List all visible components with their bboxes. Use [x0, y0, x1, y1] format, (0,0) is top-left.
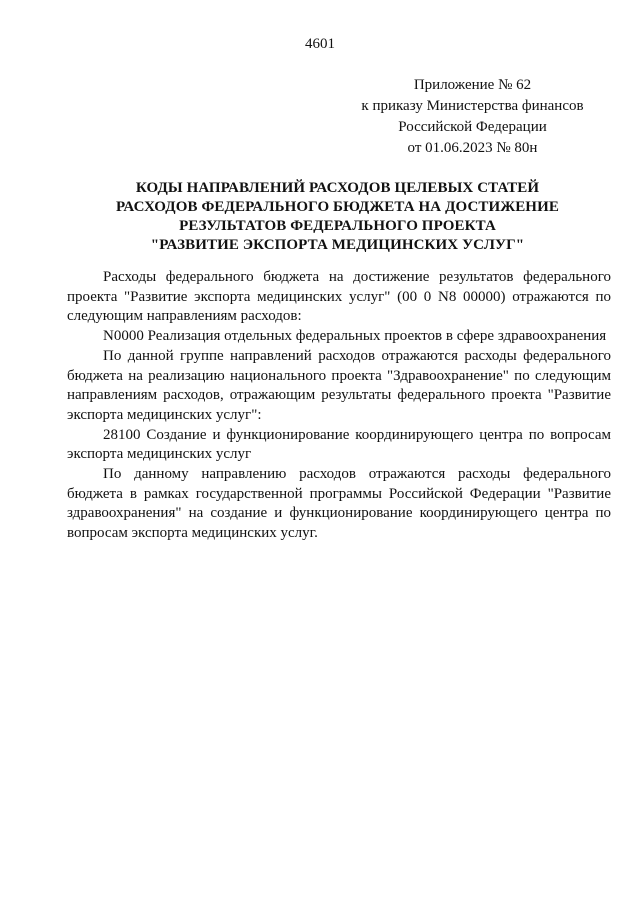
title-line: РЕЗУЛЬТАТОВ ФЕДЕРАЛЬНОГО ПРОЕКТА [179, 218, 496, 234]
title-line: "РАЗВИТИЕ ЭКСПОРТА МЕДИЦИНСКИХ УСЛУГ" [150, 237, 525, 253]
page-number: 4601 [305, 36, 335, 52]
appendix-line: Российской Федерации [398, 119, 547, 135]
body-paragraph: По данному направлению расходов отражаются расходы федерального бюджета в рамках государственной программы Российской Федерации "Развитие здравоохранения" на создание и функционирование координирующего центра по вопросам экспорта медицинских услуг. [67, 466, 611, 542]
body-paragraph: По данной группе направлений расходов отражаются расходы федерального бюджета на реализацию национального проекта "Здравоохранение" по следующим направлениям расходов, отражающим результаты федерального проекта "Развитие экспорта медицинских услуг": [67, 347, 611, 423]
appendix-line: от 01.06.2023 № 80н [407, 140, 538, 156]
appendix-block [300, 75, 640, 159]
expense-code-n0000: N0000 Реализация отдельных федеральных проектов в сфере здравоохранения [103, 328, 607, 345]
body-paragraph: Расходы федерального бюджета на достижение результатов федерального проекта "Развитие экспорта медицинских услуг" (00 0 N8 00000) отражаются по следующим направлениям расходов: [67, 269, 611, 325]
document-title [60, 179, 615, 255]
appendix-line: Приложение № 62 [413, 77, 532, 93]
title-line: РАСХОДОВ ФЕДЕРАЛЬНОГО БЮДЖЕТА НА ДОСТИЖЕНИЕ [116, 199, 559, 215]
title-line: КОДЫ НАПРАВЛЕНИЙ РАСХОДОВ ЦЕЛЕВЫХ СТАТЕЙ [135, 180, 540, 196]
appendix-line: к приказу Министерства финансов [361, 98, 584, 114]
document-body [67, 268, 611, 544]
expense-code-28100: 28100 Создание и функционирование координирующего центра по вопросам экспорта медицинских услуг [67, 426, 611, 463]
